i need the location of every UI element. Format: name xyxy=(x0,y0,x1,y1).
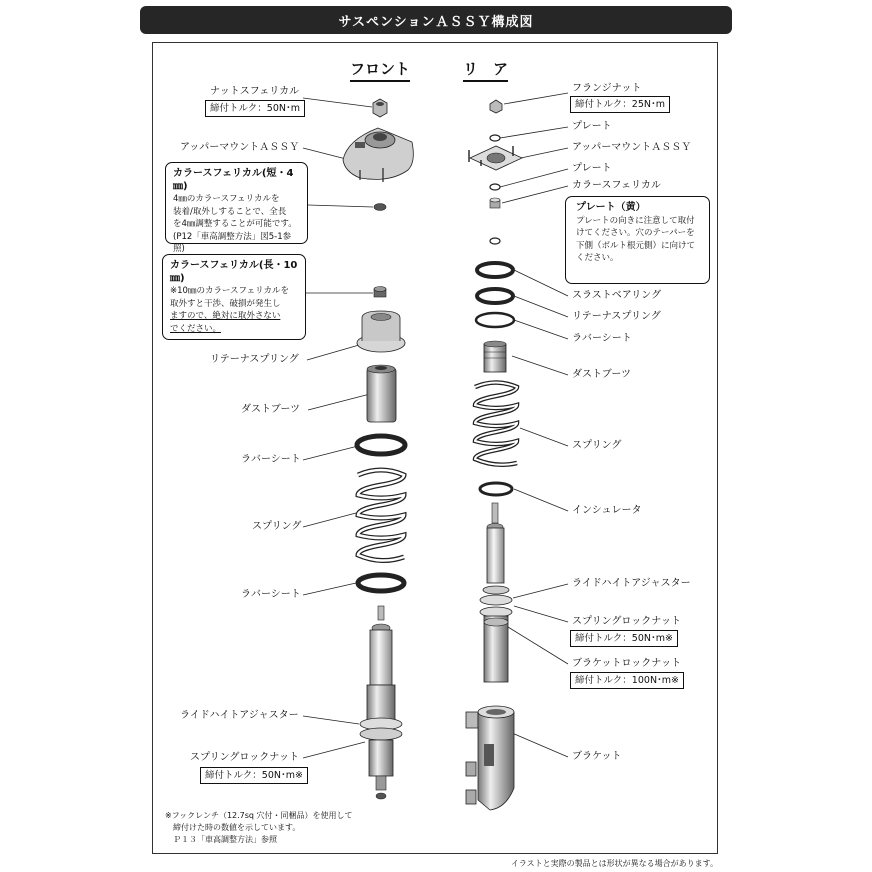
note-collar-short-line: を4㎜調整することが可能です。 xyxy=(173,219,297,229)
rear-spring-label: スプリング xyxy=(572,440,622,451)
note-plate-title: プレート（黄） xyxy=(576,202,646,213)
rear-retainer-part xyxy=(477,289,513,303)
footnote xyxy=(165,810,353,846)
note-collar-long-line: ※10㎜のカラースフェリカルを xyxy=(170,286,290,296)
note-collar-short-line: (P12「車高調整方法」図5-1参照) xyxy=(173,231,292,254)
rear-retainer-spring-label: リテーナスプリング xyxy=(572,311,661,322)
note-collar-short-title: カラースフェリカル(短・4㎜) xyxy=(173,168,294,192)
front-retainer-spring-label: リテーナスプリング xyxy=(210,354,299,365)
rear-plate-top-label: プレート xyxy=(572,121,612,132)
front-ride-height-adjuster-label: ライドハイトアジャスター xyxy=(180,710,299,721)
footnote-line: 締付けた時の数値を示しています。 xyxy=(165,823,301,832)
rear-rubber-seat-label: ラバーシート xyxy=(572,333,632,344)
front-nut-spherical-label: ナットスフェリカル xyxy=(210,86,300,97)
footnote-line: Ｐ１３「車高調整方法」参照 xyxy=(165,835,277,844)
note-plate-line: 下側（ボルト根元側）に向けて xyxy=(576,240,696,251)
page-title: サスペンションＡＳＳＹ構成図 xyxy=(140,6,732,34)
leader-lines xyxy=(303,93,568,758)
note-plate-line: ください。 xyxy=(576,253,619,263)
rear-flange-torque: 締付トルク：25N･m xyxy=(570,96,670,113)
front-retainer-part xyxy=(357,311,405,352)
rear-bracket-lock-nut-label: ブラケットロックナット xyxy=(572,658,682,669)
front-collar-short-part xyxy=(374,204,386,211)
footnote-line: ※フックレンチ（12.7sq 穴付・同梱品）を使用して xyxy=(165,811,353,820)
rear-dust-boots-label: ダストブーツ xyxy=(572,369,631,380)
front-upper-mount-label: アッパーマウントＡＳＳＹ xyxy=(180,142,300,153)
front-damper-part xyxy=(360,606,402,799)
note-collar-long xyxy=(162,254,306,340)
rear-flange-nut-part xyxy=(490,100,502,113)
note-collar-short-line: 装着/取外しすることで、全長 xyxy=(173,206,287,217)
rear-header: リ ア xyxy=(463,58,508,82)
rear-collar-spherical-label: カラースフェリカル xyxy=(572,180,661,191)
rear-bracket-lock-torque: 締付トルク：100N･m※ xyxy=(570,672,684,689)
rear-spring-part xyxy=(475,383,517,465)
rear-spring-lock-torque: 締付トルク：50N･m※ xyxy=(570,630,678,647)
rear-thrust-bearing-part xyxy=(477,263,513,277)
front-nut-torque: 締付トルク：50N･m xyxy=(205,100,305,117)
rear-upper-mount-part xyxy=(469,146,522,170)
note-collar-short xyxy=(165,162,308,254)
note-collar-long-line: 取外すと干渉、破損が発生し xyxy=(170,298,281,309)
rear-damper-part xyxy=(480,503,512,682)
rear-collar-part xyxy=(490,198,500,208)
rear-plate-top-part xyxy=(490,135,500,141)
front-collar-long-part xyxy=(374,287,386,298)
front-spring-lock-torque: 締付トルク：50N･m※ xyxy=(200,767,308,784)
note-collar-long-line: ますので、絶対に取外さない xyxy=(170,311,281,321)
front-rubber-seat-lower-part xyxy=(358,575,404,591)
note-collar-long-title: カラースフェリカル(長・10㎜) xyxy=(170,260,298,284)
rear-insulator-part xyxy=(480,483,512,495)
front-dust-boots-label: ダストブーツ xyxy=(241,404,300,415)
rear-flange-nut-label: フランジナット xyxy=(572,83,642,94)
note-collar-long-line: でください。 xyxy=(170,323,222,334)
front-spring-lock-nut-label: スプリングロックナット xyxy=(190,752,299,763)
note-collar-short-line: 4㎜のカラースフェリカルを xyxy=(173,194,280,204)
front-spring-label: スプリング xyxy=(252,521,302,532)
rear-plate-yellow-part xyxy=(490,238,500,244)
rear-rubber-seat-part xyxy=(476,313,514,327)
front-upper-mount-part xyxy=(343,128,413,182)
rear-plate-mid-label: プレート xyxy=(572,163,612,174)
disclaimer: イラストと実際の製品とは形状が異なる場合があります。 xyxy=(510,859,718,868)
front-rubber-seat-lower-label: ラバーシート xyxy=(241,589,301,600)
rear-spring-lock-nut-label: スプリングロックナット xyxy=(572,616,681,627)
rear-bracket-label: ブラケット xyxy=(572,751,622,762)
front-nut-part xyxy=(373,99,387,117)
note-plate-yellow xyxy=(565,196,710,284)
note-plate-line: けてください。穴のテーパーを xyxy=(576,228,695,238)
rear-insulator-label: インシュレータ xyxy=(572,505,642,516)
rear-plate-mid-part xyxy=(490,184,500,190)
rear-thrust-bearing-label: スラストベアリング xyxy=(572,290,662,301)
rear-ride-height-adjuster-label: ライドハイトアジャスター xyxy=(572,578,691,589)
rear-dust-boot-part xyxy=(484,341,506,372)
front-spring-part xyxy=(358,470,404,561)
front-rubber-seat-upper-part xyxy=(357,436,405,454)
rear-bracket-part xyxy=(466,706,514,810)
front-rubber-seat-upper-label: ラバーシート xyxy=(241,454,301,465)
rear-upper-mount-label: アッパーマウントＡＳＳＹ xyxy=(572,142,692,153)
front-dust-boot-part xyxy=(367,365,396,422)
note-plate-line: プレートの向きに注意して取付 xyxy=(576,215,695,226)
front-header: フロント xyxy=(350,58,410,82)
